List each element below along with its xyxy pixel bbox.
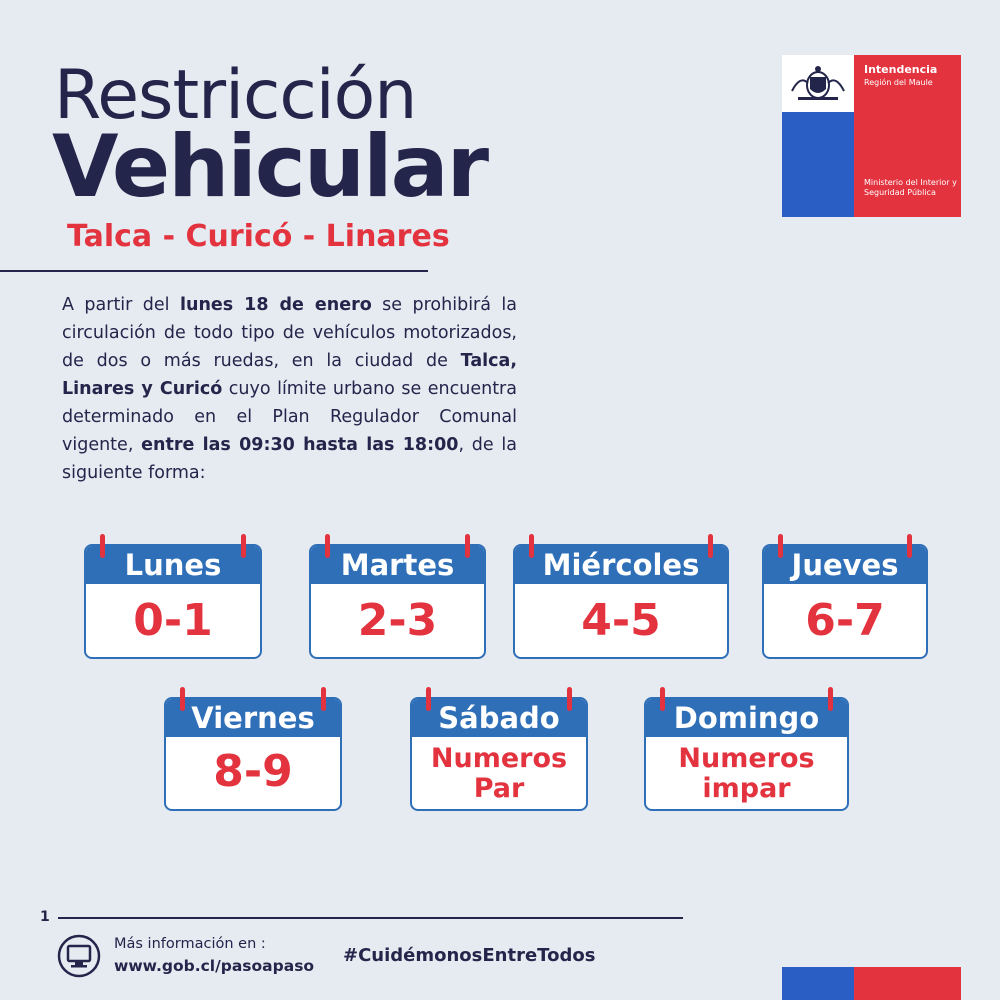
- title-divider: [0, 270, 428, 272]
- logo-title: Intendencia: [864, 63, 938, 76]
- calendar-plates: Numeros impar: [678, 743, 815, 804]
- calendar-card-viernes: [164, 697, 342, 811]
- calendar-card-martes: [309, 544, 486, 659]
- info-link[interactable]: www.gob.cl/pasoapaso: [114, 957, 315, 975]
- calendar-plates: Numeros Par: [430, 743, 568, 804]
- logo-region: Región del Maule: [864, 78, 933, 87]
- calendar-card-sabado: [410, 697, 588, 811]
- logo-ministry: Ministerio del Interior y Seguridad Pública: [864, 178, 957, 197]
- intendencia-logo: [782, 55, 961, 217]
- cities-subtitle: Talca - Curicó - Linares: [67, 219, 450, 254]
- footer-divider: [58, 917, 683, 919]
- info-label: Más información en :: [114, 936, 266, 952]
- calendar-day: Domingo: [673, 701, 820, 735]
- calendar-day: Lunes: [124, 548, 222, 582]
- coat-of-arms-icon: [788, 61, 848, 107]
- calendar-day: Martes: [340, 548, 455, 582]
- computer-icon: [57, 934, 101, 978]
- calendar-plates: 2-3: [357, 595, 438, 646]
- calendar-day: Miércoles: [542, 548, 700, 582]
- title-line-2: Vehicular: [52, 117, 488, 217]
- title-line-1: Restricción: [54, 56, 417, 135]
- flag-bar: [782, 967, 961, 1000]
- calendar-day: Sábado: [438, 701, 560, 735]
- calendar-card-domingo: [644, 697, 849, 811]
- page-number: 1: [40, 909, 50, 925]
- calendar-plates: 0-1: [133, 595, 213, 646]
- calendar-day: Viernes: [191, 701, 315, 735]
- calendar-plates: 8-9: [213, 746, 293, 797]
- calendar-plates: 4-5: [581, 595, 661, 646]
- calendar-card-miercoles: [513, 544, 729, 659]
- calendar-plates: 6-7: [805, 595, 885, 646]
- calendar-card-lunes: [84, 544, 262, 659]
- calendar-day: Jueves: [791, 548, 899, 582]
- intro-paragraph: A partir del lunes 18 de enero se prohibirá la circulación de todo tipo de vehículos motorizados, de dos o más ruedas, en la ciudad de Talca, Linares y Curicó cuyo límite urbano se encuentra determinado en el Plan Regulador Comunal vigente, entre las 09:30 hasta las 18:00, de la siguiente forma:: [62, 295, 518, 483]
- hashtag: #CuidémonosEntreTodos: [343, 945, 596, 966]
- calendar-card-jueves: [762, 544, 928, 659]
